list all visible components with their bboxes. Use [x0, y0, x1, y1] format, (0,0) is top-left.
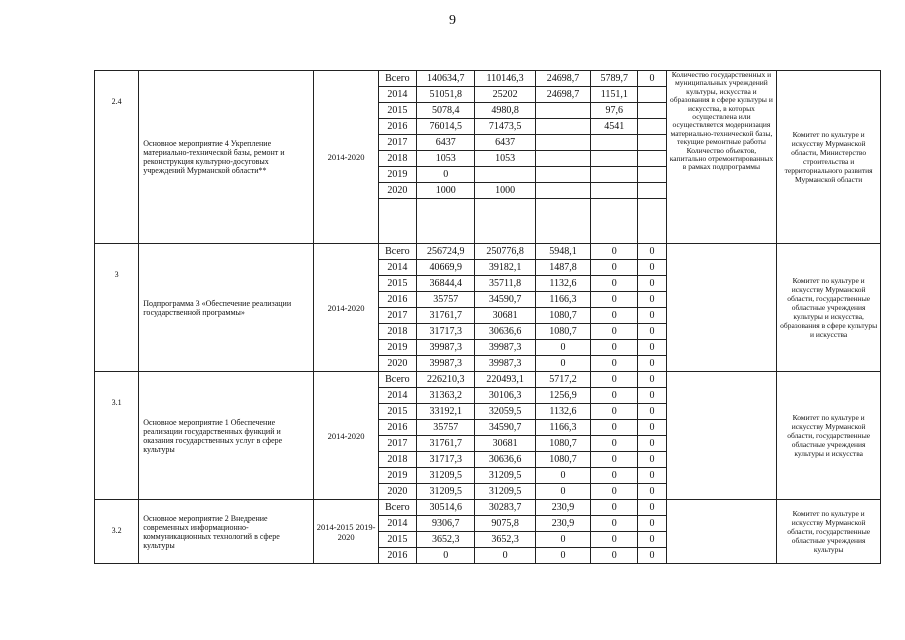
responsible-cell: Комитет по культуре и искусству Мурманской области, Министерство строительства и территориального развития Мурманской области: [777, 71, 881, 244]
amount-cell: 1166,3: [535, 420, 590, 436]
amount-cell: 0: [591, 244, 638, 260]
amount-cell: 30283,7: [475, 500, 535, 516]
amount-cell: 39987,3: [417, 340, 475, 356]
amount-cell: [638, 87, 666, 103]
year-cell: 2016: [378, 292, 416, 308]
amount-cell: [475, 167, 535, 183]
year-cell: 2015: [378, 532, 416, 548]
amount-cell: 5948,1: [535, 244, 590, 260]
amount-cell: 97,6: [591, 103, 638, 119]
amount-cell: 35757: [417, 292, 475, 308]
section-number: 3.1: [95, 372, 139, 500]
responsible-cell: Комитет по культуре и искусству Мурманской области, государственные областные учреждения культуры и искусства, образования в сфере культуры и искусства: [777, 244, 881, 372]
table-body: [95, 71, 881, 564]
section-name: Подпрограмма 3 «Обеспечение реализации государственной программы»: [139, 244, 314, 372]
amount-cell: 0: [591, 388, 638, 404]
amount-cell: 0: [638, 356, 666, 372]
amount-cell: 0: [535, 548, 590, 564]
section-name: Основное мероприятие 4 Укрепление материально-технической базы, ремонт и реконструкция культурно-досуговых учреждений Мурманской области**: [139, 71, 314, 244]
amount-cell: 0: [591, 420, 638, 436]
year-cell: 2019: [378, 167, 416, 183]
amount-cell: 0: [638, 484, 666, 500]
year-cell: 2015: [378, 103, 416, 119]
amount-cell: 0: [638, 244, 666, 260]
amount-cell: 51051,8: [417, 87, 475, 103]
indicator-cell: [666, 244, 777, 372]
amount-cell: 6437: [475, 135, 535, 151]
amount-cell: 0: [591, 452, 638, 468]
empty-cell: [417, 199, 475, 244]
amount-cell: 32059,5: [475, 404, 535, 420]
amount-cell: 9306,7: [417, 516, 475, 532]
amount-cell: 0: [638, 468, 666, 484]
section-number: 3: [95, 244, 139, 372]
section-period: 2014-2020: [314, 372, 378, 500]
amount-cell: 24698,7: [535, 87, 590, 103]
amount-cell: 0: [591, 340, 638, 356]
amount-cell: 230,9: [535, 516, 590, 532]
amount-cell: 31363,2: [417, 388, 475, 404]
amount-cell: 0: [591, 532, 638, 548]
year-cell: 2017: [378, 135, 416, 151]
amount-cell: 30681: [475, 308, 535, 324]
amount-cell: 40669,9: [417, 260, 475, 276]
amount-cell: [535, 119, 590, 135]
year-cell: Всего: [378, 500, 416, 516]
amount-cell: 4541: [591, 119, 638, 135]
amount-cell: 0: [638, 340, 666, 356]
amount-cell: [591, 167, 638, 183]
amount-cell: 31209,5: [475, 468, 535, 484]
amount-cell: 5789,7: [591, 71, 638, 87]
table-row: [95, 500, 881, 516]
amount-cell: 33192,1: [417, 404, 475, 420]
amount-cell: 30106,3: [475, 388, 535, 404]
amount-cell: 31209,5: [417, 468, 475, 484]
year-cell: 2015: [378, 404, 416, 420]
amount-cell: 0: [591, 324, 638, 340]
amount-cell: 0: [535, 484, 590, 500]
amount-cell: 1053: [475, 151, 535, 167]
amount-cell: 0: [591, 292, 638, 308]
amount-cell: 31209,5: [417, 484, 475, 500]
amount-cell: 25202: [475, 87, 535, 103]
year-cell: 2019: [378, 468, 416, 484]
amount-cell: 0: [638, 548, 666, 564]
year-cell: Всего: [378, 244, 416, 260]
amount-cell: 30681: [475, 436, 535, 452]
amount-cell: 24698,7: [535, 71, 590, 87]
amount-cell: [591, 151, 638, 167]
year-cell: 2018: [378, 151, 416, 167]
amount-cell: 0: [591, 436, 638, 452]
year-cell: 2014: [378, 516, 416, 532]
amount-cell: [535, 167, 590, 183]
table-row: [95, 71, 881, 87]
amount-cell: 6437: [417, 135, 475, 151]
amount-cell: 0: [535, 532, 590, 548]
amount-cell: 230,9: [535, 500, 590, 516]
amount-cell: 0: [638, 516, 666, 532]
amount-cell: 1080,7: [535, 324, 590, 340]
amount-cell: 1151,1: [591, 87, 638, 103]
page-number: 9: [449, 13, 456, 28]
amount-cell: [591, 135, 638, 151]
amount-cell: 0: [591, 484, 638, 500]
amount-cell: 110146,3: [475, 71, 535, 87]
amount-cell: 34590,7: [475, 420, 535, 436]
empty-cell: [475, 199, 535, 244]
amount-cell: 30636,6: [475, 452, 535, 468]
year-cell: 2019: [378, 340, 416, 356]
amount-cell: 30636,6: [475, 324, 535, 340]
section-period: 2014-2015 2019-2020: [314, 500, 378, 564]
amount-cell: 1166,3: [535, 292, 590, 308]
amount-cell: 76014,5: [417, 119, 475, 135]
amount-cell: 31761,7: [417, 436, 475, 452]
amount-cell: 5717,2: [535, 372, 590, 388]
amount-cell: 1080,7: [535, 452, 590, 468]
amount-cell: 0: [638, 372, 666, 388]
amount-cell: 0: [591, 276, 638, 292]
amount-cell: [638, 119, 666, 135]
amount-cell: 1080,7: [535, 308, 590, 324]
amount-cell: 0: [638, 324, 666, 340]
table-row: [95, 244, 881, 260]
amount-cell: 0: [638, 308, 666, 324]
amount-cell: 0: [638, 260, 666, 276]
year-cell: Всего: [378, 71, 416, 87]
amount-cell: 0: [535, 356, 590, 372]
section-period: 2014-2020: [314, 71, 378, 244]
amount-cell: 36844,4: [417, 276, 475, 292]
amount-cell: 1256,9: [535, 388, 590, 404]
amount-cell: 0: [638, 452, 666, 468]
amount-cell: 0: [591, 260, 638, 276]
amount-cell: 256724,9: [417, 244, 475, 260]
amount-cell: 0: [535, 340, 590, 356]
year-cell: 2020: [378, 183, 416, 199]
year-cell: 2020: [378, 356, 416, 372]
table-row: [95, 372, 881, 388]
responsible-cell: Комитет по культуре и искусству Мурманской области, государственные областные учреждения культуры: [777, 500, 881, 564]
amount-cell: 31209,5: [475, 484, 535, 500]
amount-cell: [638, 135, 666, 151]
amount-cell: 39987,3: [417, 356, 475, 372]
amount-cell: 220493,1: [475, 372, 535, 388]
year-cell: Всего: [378, 372, 416, 388]
section-number: 2.4: [95, 71, 139, 244]
section-name: Основное мероприятие 2 Внедрение современных информационно-коммуникационных технологий в сфере культуры: [139, 500, 314, 564]
amount-cell: 39182,1: [475, 260, 535, 276]
program-table: [94, 70, 881, 564]
year-cell: 2014: [378, 87, 416, 103]
amount-cell: 39987,3: [475, 340, 535, 356]
amount-cell: [535, 135, 590, 151]
amount-cell: 35757: [417, 420, 475, 436]
section-period: 2014-2020: [314, 244, 378, 372]
year-cell: 2017: [378, 436, 416, 452]
amount-cell: 0: [591, 308, 638, 324]
amount-cell: 0: [591, 468, 638, 484]
amount-cell: [638, 183, 666, 199]
amount-cell: 0: [591, 372, 638, 388]
section-number: 3.2: [95, 500, 139, 564]
amount-cell: 3652,3: [417, 532, 475, 548]
amount-cell: 31717,3: [417, 324, 475, 340]
amount-cell: [638, 103, 666, 119]
amount-cell: 4980,8: [475, 103, 535, 119]
amount-cell: 0: [475, 548, 535, 564]
amount-cell: 0: [638, 420, 666, 436]
amount-cell: 31761,7: [417, 308, 475, 324]
amount-cell: 0: [638, 276, 666, 292]
empty-cell: [591, 199, 638, 244]
amount-cell: 31717,3: [417, 452, 475, 468]
amount-cell: 0: [591, 548, 638, 564]
responsible-cell: Комитет по культуре и искусству Мурманской области, государственные областные учреждения культуры и искусства: [777, 372, 881, 500]
amount-cell: 5078,4: [417, 103, 475, 119]
amount-cell: 9075,8: [475, 516, 535, 532]
year-cell: 2016: [378, 119, 416, 135]
empty-cell: [378, 199, 416, 244]
amount-cell: 1080,7: [535, 436, 590, 452]
amount-cell: 39987,3: [475, 356, 535, 372]
year-cell: 2016: [378, 548, 416, 564]
indicator-cell: [666, 500, 777, 564]
year-cell: 2018: [378, 324, 416, 340]
amount-cell: 250776,8: [475, 244, 535, 260]
indicator-cell: [666, 372, 777, 500]
year-cell: 2015: [378, 276, 416, 292]
amount-cell: 3652,3: [475, 532, 535, 548]
empty-cell: [535, 199, 590, 244]
amount-cell: 140634,7: [417, 71, 475, 87]
year-cell: 2014: [378, 260, 416, 276]
amount-cell: 1000: [475, 183, 535, 199]
empty-cell: [638, 199, 666, 244]
amount-cell: 34590,7: [475, 292, 535, 308]
amount-cell: 226210,3: [417, 372, 475, 388]
amount-cell: 1000: [417, 183, 475, 199]
amount-cell: 0: [638, 404, 666, 420]
amount-cell: 1053: [417, 151, 475, 167]
amount-cell: 0: [638, 500, 666, 516]
amount-cell: [535, 151, 590, 167]
indicator-cell: Количество государственных и муниципальных учреждений культуры, искусства и образования в сфере культуры и искусства, в которых осуществлена или осуществляется модернизация материально-технической базы, текущие ремонтные работы Количество объектов, капитально отремонтированных в рамках подпрограммы: [666, 71, 777, 244]
amount-cell: 30514,6: [417, 500, 475, 516]
amount-cell: 71473,5: [475, 119, 535, 135]
amount-cell: 0: [417, 167, 475, 183]
amount-cell: 0: [591, 516, 638, 532]
amount-cell: 0: [535, 468, 590, 484]
amount-cell: 35711,8: [475, 276, 535, 292]
amount-cell: 0: [417, 548, 475, 564]
amount-cell: [535, 183, 590, 199]
year-cell: 2018: [378, 452, 416, 468]
amount-cell: 0: [638, 388, 666, 404]
year-cell: 2016: [378, 420, 416, 436]
amount-cell: 0: [638, 292, 666, 308]
amount-cell: 1132,6: [535, 276, 590, 292]
year-cell: 2017: [378, 308, 416, 324]
amount-cell: 1487,8: [535, 260, 590, 276]
year-cell: 2014: [378, 388, 416, 404]
amount-cell: 0: [638, 532, 666, 548]
amount-cell: 0: [591, 500, 638, 516]
amount-cell: [591, 183, 638, 199]
amount-cell: 0: [591, 356, 638, 372]
year-cell: 2020: [378, 484, 416, 500]
section-name: Основное мероприятие 1 Обеспечение реализации государственных функций и оказания государственных услуг в сфере культуры: [139, 372, 314, 500]
amount-cell: 0: [638, 436, 666, 452]
amount-cell: [638, 167, 666, 183]
amount-cell: [638, 151, 666, 167]
amount-cell: 0: [638, 71, 666, 87]
amount-cell: 0: [591, 404, 638, 420]
amount-cell: [535, 103, 590, 119]
amount-cell: 1132,6: [535, 404, 590, 420]
